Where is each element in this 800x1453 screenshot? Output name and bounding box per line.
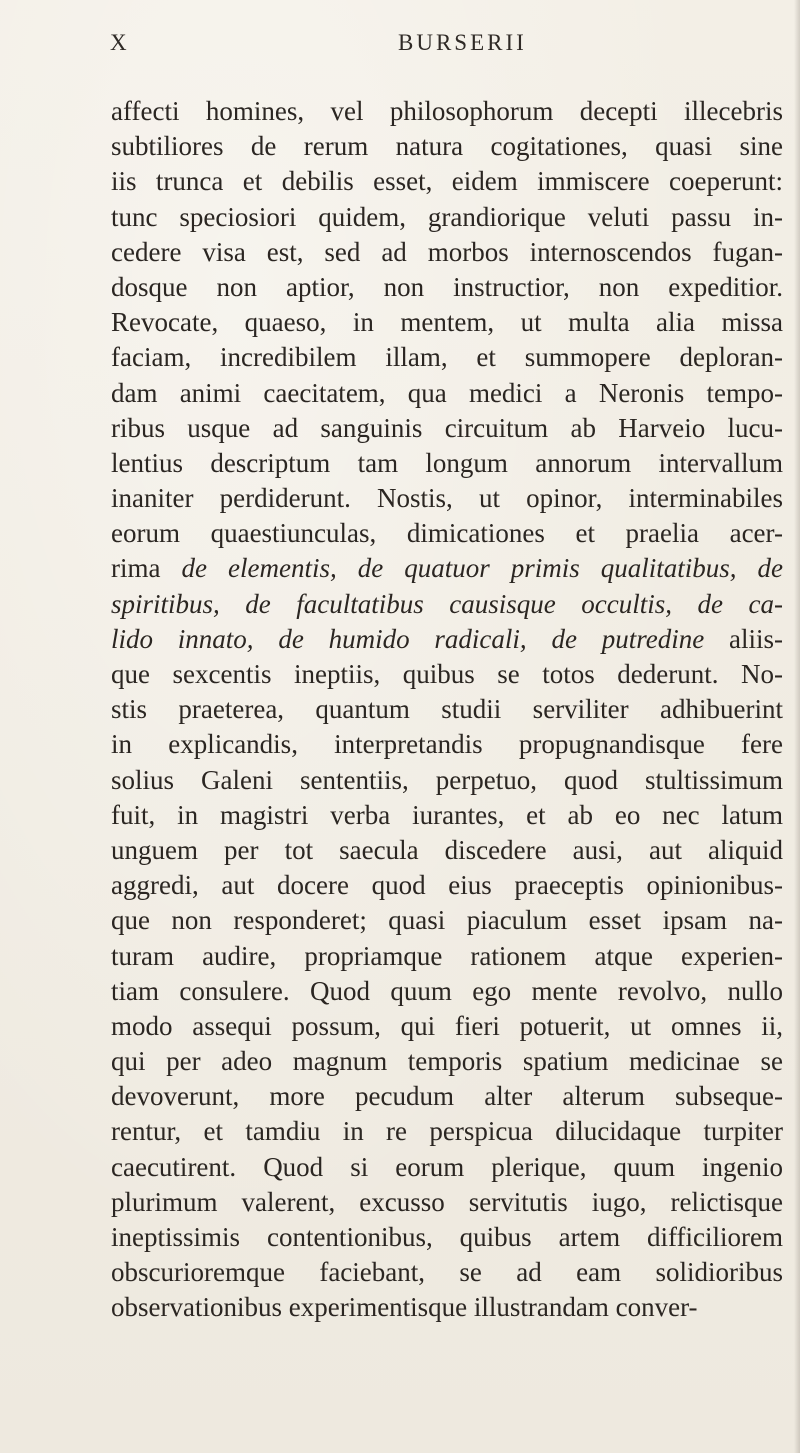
text-line (111, 1079, 783, 1114)
text-line (111, 270, 783, 305)
text-segment: dosque non aptior, non instructior, non expeditior. (111, 271, 783, 302)
text-line (111, 833, 783, 868)
text-segment: obscurioremque faciebant, se ad eam solidioribus (111, 1257, 783, 1288)
text-line (111, 1290, 783, 1325)
text-segment: observationibus experimentisque illustrandam conver- (111, 1292, 698, 1323)
text-line (111, 129, 783, 164)
text-segment: stis praeterea, quantum studii serviliter adhibuerint (111, 694, 783, 725)
text-line (111, 798, 783, 833)
text-line (111, 235, 783, 270)
text-line (111, 1185, 783, 1220)
text-segment: subtiliores de rerum natura cogitationes, quasi sine (111, 131, 783, 162)
running-head (0, 30, 800, 70)
text-segment: aliis- (704, 623, 783, 654)
text-line (111, 622, 783, 657)
text-segment: solius Galeni sententiis, perpetuo, quod stultissimum (111, 764, 783, 795)
text-line (111, 868, 783, 903)
text-segment: cedere visa est, sed ad morbos internoscendos fugan- (111, 236, 783, 267)
text-segment: modo assequi possum, qui fieri potuerit, ut omnes ii, (111, 1010, 783, 1041)
body-text (111, 94, 783, 1326)
text-line (111, 164, 783, 199)
italic-text-segment: spiritibus, de facultatibus causisque occultis, de ca- (111, 588, 783, 619)
text-line (111, 1255, 783, 1290)
text-segment: tiam consulere. Quod quum ego mente revolvo, nullo (111, 975, 783, 1006)
text-line (111, 376, 783, 411)
text-segment: aggredi, aut docere quod eius praeceptis opinionibus- (111, 870, 783, 901)
page-number: X (110, 30, 128, 55)
text-segment: unguem per tot saecula discedere ausi, aut aliquid (111, 834, 783, 865)
text-line (111, 692, 783, 727)
text-segment: tunc speciosiori quidem, grandiorique veluti passu in- (111, 201, 783, 232)
text-segment: faciam, incredibilem illam, et summopere deploran- (111, 342, 783, 373)
text-segment: iis trunca et debilis esset, eidem immiscere coeperunt: (111, 166, 783, 197)
text-segment: turam audire, propriamque rationem atque experien- (111, 940, 783, 971)
text-line (111, 411, 783, 446)
page-edge-shadow (794, 0, 800, 1453)
text-line (111, 94, 783, 129)
text-line (111, 974, 783, 1009)
text-line (111, 1114, 783, 1149)
italic-text-segment: de elementis, de quatuor primis qualitatibus, de (181, 553, 783, 584)
text-line (111, 1044, 783, 1079)
text-segment: que non responderet; quasi piaculum esset ipsam na- (111, 905, 783, 936)
text-segment: eorum quaestiunculas, dimicationes et praelia acer- (111, 518, 783, 549)
text-segment: rima (111, 553, 182, 584)
text-segment: in explicandis, interpretandis propugnandisque fere (111, 729, 783, 760)
text-segment: dam animi caecitatem, qua medici a Neronis tempo- (111, 377, 783, 408)
text-line (111, 1009, 783, 1044)
text-line (111, 939, 783, 974)
text-segment: lentius descriptum tam longum annorum intervallum (111, 447, 783, 478)
text-line (111, 200, 783, 235)
text-line (111, 551, 783, 586)
text-segment: caecutirent. Quod si eorum plerique, quum ingenio (111, 1151, 783, 1182)
text-segment: ineptissimis contentionibus, quibus artem difficiliorem (111, 1222, 783, 1252)
text-segment: devoverunt, more pecudum alter alterum subseque- (111, 1081, 783, 1112)
text-line (111, 481, 783, 516)
text-line (111, 657, 783, 692)
text-segment: plurimum valerent, excusso servitutis iugo, relictisque (111, 1186, 783, 1217)
text-line (111, 446, 783, 481)
text-segment: inaniter perdiderunt. Nostis, ut opinor, interminabiles (111, 483, 783, 514)
running-title: BURSERII (398, 30, 527, 55)
text-segment: Revocate, quaeso, in mentem, ut multa alia missa (111, 307, 783, 338)
text-line (111, 305, 783, 340)
text-segment: qui per adeo magnum temporis spatium medicinae se (111, 1046, 783, 1077)
text-segment: affecti homines, vel philosophorum decepti illecebris (111, 96, 783, 126)
text-segment: que sexcentis ineptiis, quibus se totos dederunt. No- (111, 659, 783, 689)
text-line (111, 340, 783, 375)
text-line (111, 763, 783, 798)
text-line (111, 727, 783, 762)
text-line (111, 903, 783, 938)
text-segment: rentur, et tamdiu in re perspicua dilucidaque turpiter (111, 1116, 783, 1147)
text-line (111, 587, 783, 622)
text-segment: ribus usque ad sanguinis circuitum ab Harveio lucu- (111, 412, 783, 443)
text-line (111, 1220, 783, 1255)
text-line (111, 1150, 783, 1185)
italic-text-segment: lido innato, de humido radicali, de putredine (111, 623, 705, 654)
text-line (111, 516, 783, 551)
text-segment: fuit, in magistri verba iurantes, et ab eo nec latum (111, 799, 783, 830)
